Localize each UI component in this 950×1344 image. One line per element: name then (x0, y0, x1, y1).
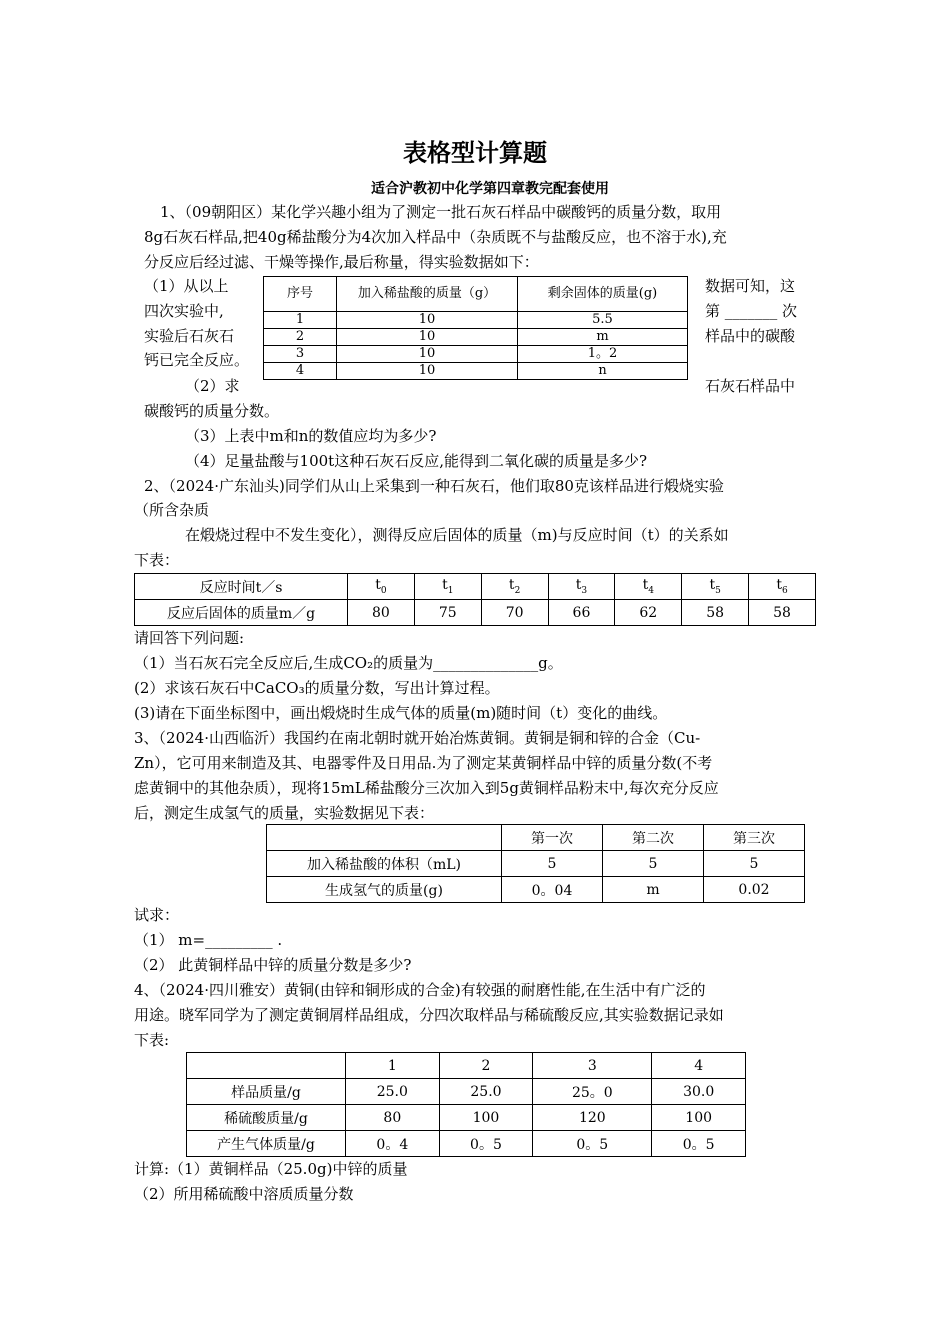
table-cell: 0。04 (502, 877, 603, 903)
q1-table (263, 276, 688, 380)
table-row (264, 363, 688, 380)
table-cell: 30.0 (652, 1079, 746, 1105)
table-cell: 0.02 (704, 877, 805, 903)
table-cell: 100 (652, 1105, 746, 1131)
q4-line-1: 4、（2024·四川雅安）黄铜(由锌和铜形成的合金)有较强的耐磨性能,在生活中有广泛的 (134, 981, 706, 999)
table-cell: 4 (264, 363, 337, 380)
q4-line-3: 下表: (134, 1031, 170, 1049)
table-row (264, 346, 688, 363)
table-header-cell: 剩余固体的质量(g) (518, 277, 688, 312)
table-header-cell: 1 (346, 1053, 440, 1079)
q1-sub3: （3）上表中m和n的数值应均为多少? (185, 427, 437, 445)
table-cell: 0。5 (439, 1131, 533, 1157)
q3-line-1: 3、（2024·山西临沂）我国约在南北朝时就开始冶炼黄铜。黄铜是铜和锌的合金（Cu- (134, 729, 701, 747)
time-symbol: t (709, 577, 716, 594)
table-cell: 75 (414, 600, 481, 626)
table-row (264, 329, 688, 346)
table-cell (348, 574, 415, 600)
q2-line-3: 在煅烧过程中不发生变化），测得反应后固体的质量（m)与反应时间（t）的关系如 (185, 526, 729, 544)
table-header-cell: 加入稀盐酸的质量（g） (337, 277, 518, 312)
q2-line-2: （所含杂质 (134, 501, 210, 519)
table-cell: 25.0 (439, 1079, 533, 1105)
table-cell: 62 (615, 600, 682, 626)
table-cell: 58 (682, 600, 749, 626)
q3-line-4: 后，测定生成氢气的质量，实验数据见下表： (134, 804, 435, 822)
table-cell: 25。0 (533, 1079, 652, 1105)
table-row (187, 1105, 746, 1131)
q4-line-2: 用途。晓军同学为了测定黄铜屑样品组成，分四次取样品与稀硫酸反应,其实验数据记录如 (134, 1006, 724, 1024)
q1-intro-line-2: 8g石灰石样品,把40g稀盐酸分为4次加入样品中（杂质既不与盐酸反应，也不溶于水),充 (144, 228, 727, 246)
q4-sub2: （2）所用稀硫酸中溶质质量分数 (134, 1185, 354, 1203)
table-cell: 2 (264, 329, 337, 346)
table-cell: 5 (704, 851, 805, 877)
time-subscript: 2 (514, 585, 521, 596)
table-cell (414, 574, 481, 600)
q1-left-line-3: 实验后石灰石 (144, 327, 235, 345)
table-cell: 0。5 (652, 1131, 746, 1157)
q2-sub2: (2）求该石灰石中CaCO₃的质量分数，写出计算过程。 (134, 679, 500, 697)
table-row (187, 1131, 746, 1157)
table-cell: 10 (337, 312, 518, 329)
time-symbol: t (776, 577, 782, 594)
time-symbol: t (442, 577, 448, 594)
q2-sub3: (3)请在下面坐标图中，画出煅烧时生成气体的质量(m)随时间（t）变化的曲线。 (134, 704, 668, 722)
table-row-label: 反应后固体的质量m／g (135, 600, 348, 626)
q2-line-1: 2、（2024·广东汕头)同学们从山上采集到一种石灰石，他们取80克该样品进行煅烧实验 (144, 477, 724, 495)
q1-left-line-4: 钙已完全反应。 (144, 351, 250, 369)
q1-right-line-1: 数据可知，这 (705, 277, 796, 295)
q1-intro-line-1: 1、（09朝阳区）某化学兴趣小组为了测定一批石灰石样品中碳酸钙的质量分数，取用 (160, 203, 722, 221)
q3-sub1: （1） m=_________ . (134, 931, 283, 949)
q3-table (266, 824, 805, 903)
time-subscript: 5 (715, 585, 721, 596)
q1-after-line: 碳酸钙的质量分数。 (144, 402, 280, 420)
page-subtitle: 适合沪教初中化学第四章教完配套使用 (371, 181, 609, 197)
table-cell: 80 (346, 1105, 440, 1131)
table-header-row (187, 1053, 746, 1079)
table-cell: m (518, 329, 688, 346)
q1-sub4: （4）足量盐酸与100t这种石灰石反应,能得到二氧化碳的质量是多少? (185, 452, 648, 470)
table-cell: m (603, 877, 704, 903)
table-row (135, 600, 816, 626)
table-header-cell: 序号 (264, 277, 337, 312)
table-row (135, 574, 816, 600)
q2-table (134, 573, 816, 626)
table-header-row (267, 825, 805, 851)
table-header-cell: 第二次 (603, 825, 704, 851)
table-cell: 70 (481, 600, 548, 626)
table-row-label: 样品质量/g (187, 1079, 346, 1105)
table-row-label: 加入稀盐酸的体积（mL) (267, 851, 502, 877)
q3-line-3: 虑黄铜中的其他杂质），现将15mL稀盐酸分三次加入到5g黄铜样品粉末中,每次充分反应 (134, 779, 719, 797)
table-row (264, 312, 688, 329)
table-header-row (264, 277, 688, 312)
time-subscript: 6 (781, 585, 788, 596)
table-cell (682, 574, 749, 600)
q2-ask: 请回答下列问题: (134, 629, 245, 647)
table-row-label: 生成氢气的质量(g) (267, 877, 502, 903)
table-row (267, 877, 805, 903)
table-header-cell (267, 825, 502, 851)
time-subscript: 3 (581, 585, 588, 596)
q1-left-line-2: 四次实验中, (144, 302, 224, 320)
table-row (267, 851, 805, 877)
table-row-label: 产生气体质量/g (187, 1131, 346, 1157)
table-cell: 5 (502, 851, 603, 877)
table-cell: 120 (533, 1105, 652, 1131)
time-symbol: t (508, 577, 515, 594)
time-subscript: 4 (648, 585, 654, 596)
table-row-label: 反应时间t／s (135, 574, 348, 600)
time-symbol: t (375, 577, 381, 594)
table-cell: 1。2 (518, 346, 688, 363)
table-cell (749, 574, 816, 600)
table-header-cell: 3 (533, 1053, 652, 1079)
table-cell: n (518, 363, 688, 380)
table-cell: 5.5 (518, 312, 688, 329)
table-header-cell: 4 (652, 1053, 746, 1079)
table-cell: 0。4 (346, 1131, 440, 1157)
table-cell: 3 (264, 346, 337, 363)
q3-ask: 试求： (134, 906, 180, 924)
table-header-cell: 第一次 (502, 825, 603, 851)
q3-sub2: （2） 此黄铜样品中锌的质量分数是多少? (134, 956, 412, 974)
table-cell: 10 (337, 363, 518, 380)
time-subscript: 1 (447, 585, 454, 596)
time-subscript: 0 (380, 585, 387, 596)
table-cell: 58 (749, 600, 816, 626)
time-symbol: t (575, 577, 582, 594)
page-title: 表格型计算题 (403, 139, 547, 167)
table-cell: 66 (548, 600, 615, 626)
table-cell: 25.0 (346, 1079, 440, 1105)
table-cell: 10 (337, 346, 518, 363)
table-row-label: 稀硫酸质量/g (187, 1105, 346, 1131)
table-cell (481, 574, 548, 600)
q1-right-line-2: 第 _______ 次 (705, 302, 798, 320)
table-header-cell (187, 1053, 346, 1079)
q2-line-4: 下表： (134, 551, 180, 569)
q1-left-line-5: （2）求 (185, 377, 240, 395)
table-cell: 80 (348, 600, 415, 626)
table-cell: 0。5 (533, 1131, 652, 1157)
table-row (187, 1079, 746, 1105)
q4-sub1: 计算:（1）黄铜样品（25.0g)中锌的质量 (134, 1160, 408, 1178)
q1-right-line-4: 石灰石样品中 (705, 377, 796, 395)
table-cell (548, 574, 615, 600)
time-symbol: t (642, 577, 649, 594)
table-header-cell: 第三次 (704, 825, 805, 851)
table-cell: 1 (264, 312, 337, 329)
table-cell (615, 574, 682, 600)
table-cell: 10 (337, 329, 518, 346)
table-cell: 5 (603, 851, 704, 877)
q1-right-line-3: 样品中的碳酸 (705, 327, 796, 345)
q3-line-2: Zn），它可用来制造及其、电器零件及日用品.为了测定某黄铜样品中锌的质量分数(不考 (134, 754, 713, 772)
q2-sub1: （1）当石灰石完全反应后,生成CO₂的质量为______________g。 (134, 654, 563, 672)
table-cell: 100 (439, 1105, 533, 1131)
q1-intro-line-3: 分反应后经过滤、干燥等操作,最后称量，得实验数据如下： (144, 253, 539, 271)
q4-table (186, 1052, 746, 1157)
table-header-cell: 2 (439, 1053, 533, 1079)
q1-left-line-1: （1）从以上 (144, 277, 229, 295)
